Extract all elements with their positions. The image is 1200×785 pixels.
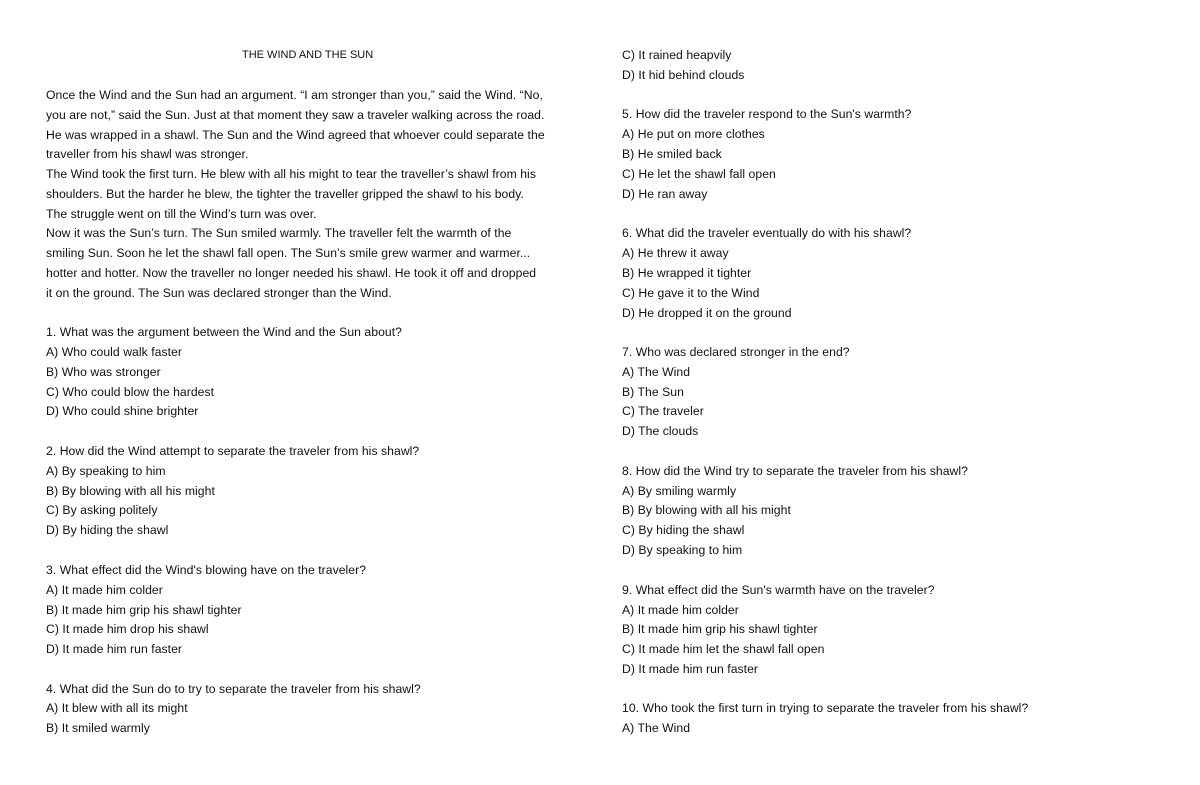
answer-option: B) He smiled back <box>622 147 722 161</box>
answer-option: C) By hiding the shawl <box>622 523 745 537</box>
answer-option: C) Who could blow the hardest <box>46 385 215 399</box>
answer-option: B) By blowing with all his might <box>46 484 215 498</box>
answer-option: C) It made him drop his shawl <box>46 622 209 636</box>
answer-option: B) It smiled warmly <box>46 721 150 735</box>
answer-option: D) Who could shine brighter <box>46 404 199 418</box>
answer-option: D) It made him run faster <box>622 662 759 676</box>
answer-option: D) He dropped it on the ground <box>622 306 792 320</box>
question-text: 7. Who was declared stronger in the end? <box>622 345 850 359</box>
question-text: 1. What was the argument between the Wind and the Sun about? <box>46 325 402 339</box>
answer-option: D) The clouds <box>622 424 699 438</box>
story-line: shoulders. But the harder he blew, the tighter the traveller gripped the shawl to his body. <box>46 187 524 201</box>
story-line: traveller from his shawl was stronger. <box>46 147 249 161</box>
answer-option: C) It rained heapvily <box>622 48 732 62</box>
answer-option: C) It made him let the shawl fall open <box>622 642 825 656</box>
story-line: The struggle went on till the Wind’s turn was over. <box>46 207 317 221</box>
answer-option: A) It made him colder <box>622 603 739 617</box>
answer-option: C) He let the shawl fall open <box>622 167 776 181</box>
question-text: 9. What effect did the Sun's warmth have on the traveler? <box>622 583 935 597</box>
answer-option: B) Who was stronger <box>46 365 161 379</box>
answer-option: B) By blowing with all his might <box>622 503 791 517</box>
answer-option: C) By asking politely <box>46 503 158 517</box>
story-line: you are not,” said the Sun. Just at that moment they saw a traveler walking across the road. <box>46 108 545 122</box>
answer-option: A) Who could walk faster <box>46 345 182 359</box>
answer-option: D) He ran away <box>622 187 708 201</box>
answer-option: A) The Wind <box>622 365 691 379</box>
answer-option: A) It blew with all its might <box>46 701 188 715</box>
answer-option: A) By smiling warmly <box>622 484 737 498</box>
story-line: smiling Sun. Soon he let the shawl fall open. The Sun’s smile grew warmer and warmer... <box>46 246 531 260</box>
story-line: He was wrapped in a shawl. The Sun and the Wind agreed that whoever could separate the <box>46 128 545 142</box>
story-line: Once the Wind and the Sun had an argument. “I am stronger than you,” said the Wind. “No, <box>46 88 543 102</box>
question-text: 5. How did the traveler respond to the Sun's warmth? <box>622 107 912 121</box>
answer-option: B) It made him grip his shawl tighter <box>622 622 818 636</box>
story-line: it on the ground. The Sun was declared stronger than the Wind. <box>46 286 392 300</box>
answer-option: D) It made him run faster <box>46 642 183 656</box>
question-text: 2. How did the Wind attempt to separate the traveler from his shawl? <box>46 444 420 458</box>
answer-option: A) He threw it away <box>622 246 729 260</box>
answer-option: C) The traveler <box>622 404 704 418</box>
story-line: Now it was the Sun’s turn. The Sun smiled warmly. The traveller felt the warmth of the <box>46 226 512 240</box>
question-text: 8. How did the Wind try to separate the traveler from his shawl? <box>622 464 968 478</box>
question-text: 4. What did the Sun do to try to separate the traveler from his shawl? <box>46 682 421 696</box>
answer-option: C) He gave it to the Wind <box>622 286 760 300</box>
question-text: 3. What effect did the Wind's blowing have on the traveler? <box>46 563 367 577</box>
answer-option: D) It hid behind clouds <box>622 68 745 82</box>
worksheet-title: THE WIND AND THE SUN <box>242 49 374 61</box>
answer-option: B) He wrapped it tighter <box>622 266 752 280</box>
story-line: The Wind took the first turn. He blew with all his might to tear the traveller’s shawl from his <box>46 167 536 181</box>
question-text: 6. What did the traveler eventually do with his shawl? <box>622 226 912 240</box>
answer-option: A) He put on more clothes <box>622 127 765 141</box>
answer-option: A) The Wind <box>622 721 691 735</box>
story-line: hotter and hotter. Now the traveller no longer needed his shawl. He took it off and dropped <box>46 266 537 280</box>
answer-option: B) It made him grip his shawl tighter <box>46 603 242 617</box>
answer-option: D) By hiding the shawl <box>46 523 169 537</box>
answer-option: A) By speaking to him <box>46 464 166 478</box>
answer-option: B) The Sun <box>622 385 684 399</box>
question-text: 10. Who took the first turn in trying to separate the traveler from his shawl? <box>622 701 1029 715</box>
answer-option: D) By speaking to him <box>622 543 743 557</box>
answer-option: A) It made him colder <box>46 583 163 597</box>
